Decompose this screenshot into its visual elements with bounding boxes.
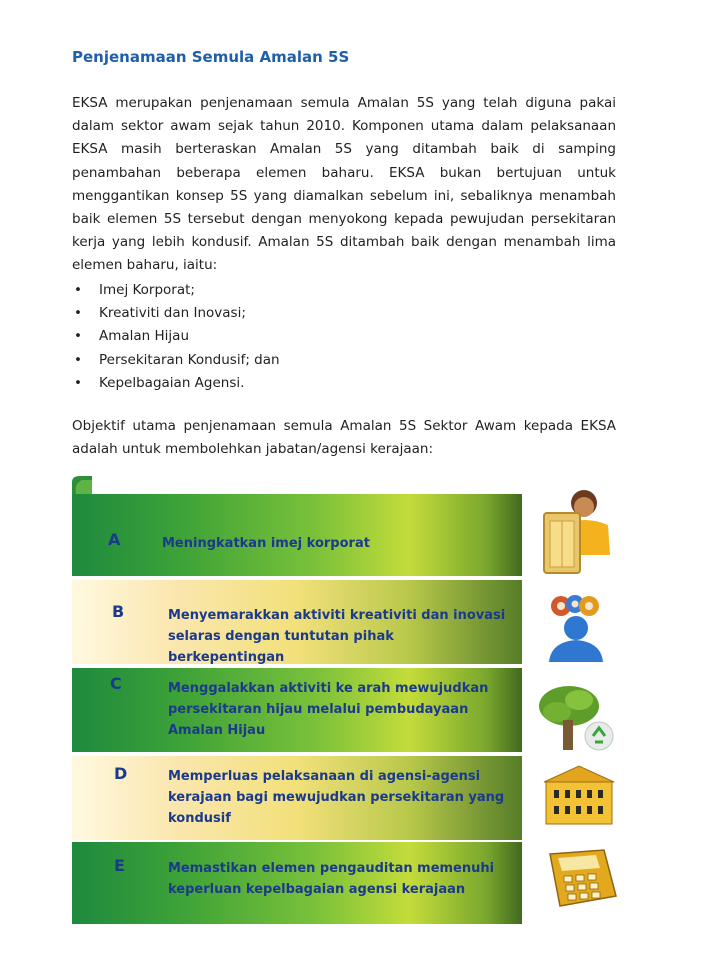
objective-band-e bbox=[72, 842, 522, 924]
bullet-icon: • bbox=[74, 305, 82, 322]
objective-text: Memperluas pelaksanaan di agensi-agensi kerajaan bagi mewujudkan persekitaran yang kondusif bbox=[168, 769, 505, 826]
list-item bbox=[72, 372, 280, 395]
objective-text: Memastikan elemen pengauditan memenuhi keperluan kepelbagaian agensi kerajaan bbox=[168, 861, 495, 897]
list-item bbox=[72, 279, 280, 302]
objective-letter: B bbox=[112, 602, 125, 621]
list-item-text: Persekitaran Kondusif; dan bbox=[99, 351, 280, 368]
list-item-text: Kreativiti dan Inovasi; bbox=[99, 305, 246, 322]
list-item-text: Amalan Hijau bbox=[99, 328, 190, 345]
bullet-icon: • bbox=[74, 351, 82, 368]
bullet-icon: • bbox=[74, 374, 82, 391]
objective-letter: A bbox=[108, 530, 121, 549]
list-item-text: Kepelbagaian Agensi. bbox=[99, 374, 245, 391]
list-item bbox=[72, 302, 280, 325]
objective-text: Meningkatkan imej korporat bbox=[162, 536, 370, 551]
objective-letter: C bbox=[110, 674, 122, 693]
objective-paragraph: Objektif utama penjenamaan semula Amalan 5S Sektor Awam kepada EKSA adalah untuk membolehkan jabatan/agensi kerajaan: bbox=[72, 418, 616, 458]
new-elements-list bbox=[72, 279, 280, 395]
objective-band-d bbox=[72, 756, 522, 840]
objective-band-c bbox=[72, 668, 522, 752]
objective-text: Menggalakkan aktiviti ke arah mewujudkan persekitaran hijau melalui pembudayaan Amalan Hijau bbox=[168, 681, 489, 738]
list-item bbox=[72, 325, 280, 348]
list-item-text: Imej Korporat; bbox=[99, 282, 195, 298]
list-item bbox=[72, 349, 280, 372]
tree-recycle-icon bbox=[535, 684, 617, 754]
person-gears-icon bbox=[545, 592, 607, 664]
page-title: Penjenamaan Semula Amalan 5S bbox=[72, 48, 350, 66]
intro-paragraph: EKSA merupakan penjenamaan semula Amalan 5S yang telah diguna pakai dalam sektor awam sejak tahun 2010. Komponen utama dalam pelaksanaan EKSA masih berteraskan Amalan 5S yang ditambah baik di samping penambahan beberapa elemen baharu. EKSA bukan bertujuan untuk menggantikan konsep 5S yang diamalkan sebelum ini, sebaliknya menambah baik elemen 5S tersebut dengan menyokong kepada pewujudan persekitaran kerja yang lebih kondusif. Amalan 5S ditambah baik dengan menambah lima elemen baharu, iaitu: bbox=[72, 95, 616, 274]
objective-letter: E bbox=[114, 856, 125, 875]
bullet-icon: • bbox=[74, 282, 82, 298]
objective-band-a bbox=[72, 494, 522, 576]
bullet-icon: • bbox=[74, 328, 82, 345]
building-icon bbox=[540, 762, 618, 828]
objective-band-b bbox=[72, 580, 522, 664]
calculator-icon bbox=[538, 848, 618, 910]
businessman-icon bbox=[540, 485, 618, 581]
objective-text: Menyemarakkan aktiviti kreativiti dan inovasi selaras dengan tuntutan pihak berkepentingan bbox=[168, 608, 506, 665]
objectives-ribbon bbox=[72, 476, 542, 928]
ribbon-curl-top-icon bbox=[72, 476, 92, 494]
objective-letter: D bbox=[114, 764, 128, 783]
